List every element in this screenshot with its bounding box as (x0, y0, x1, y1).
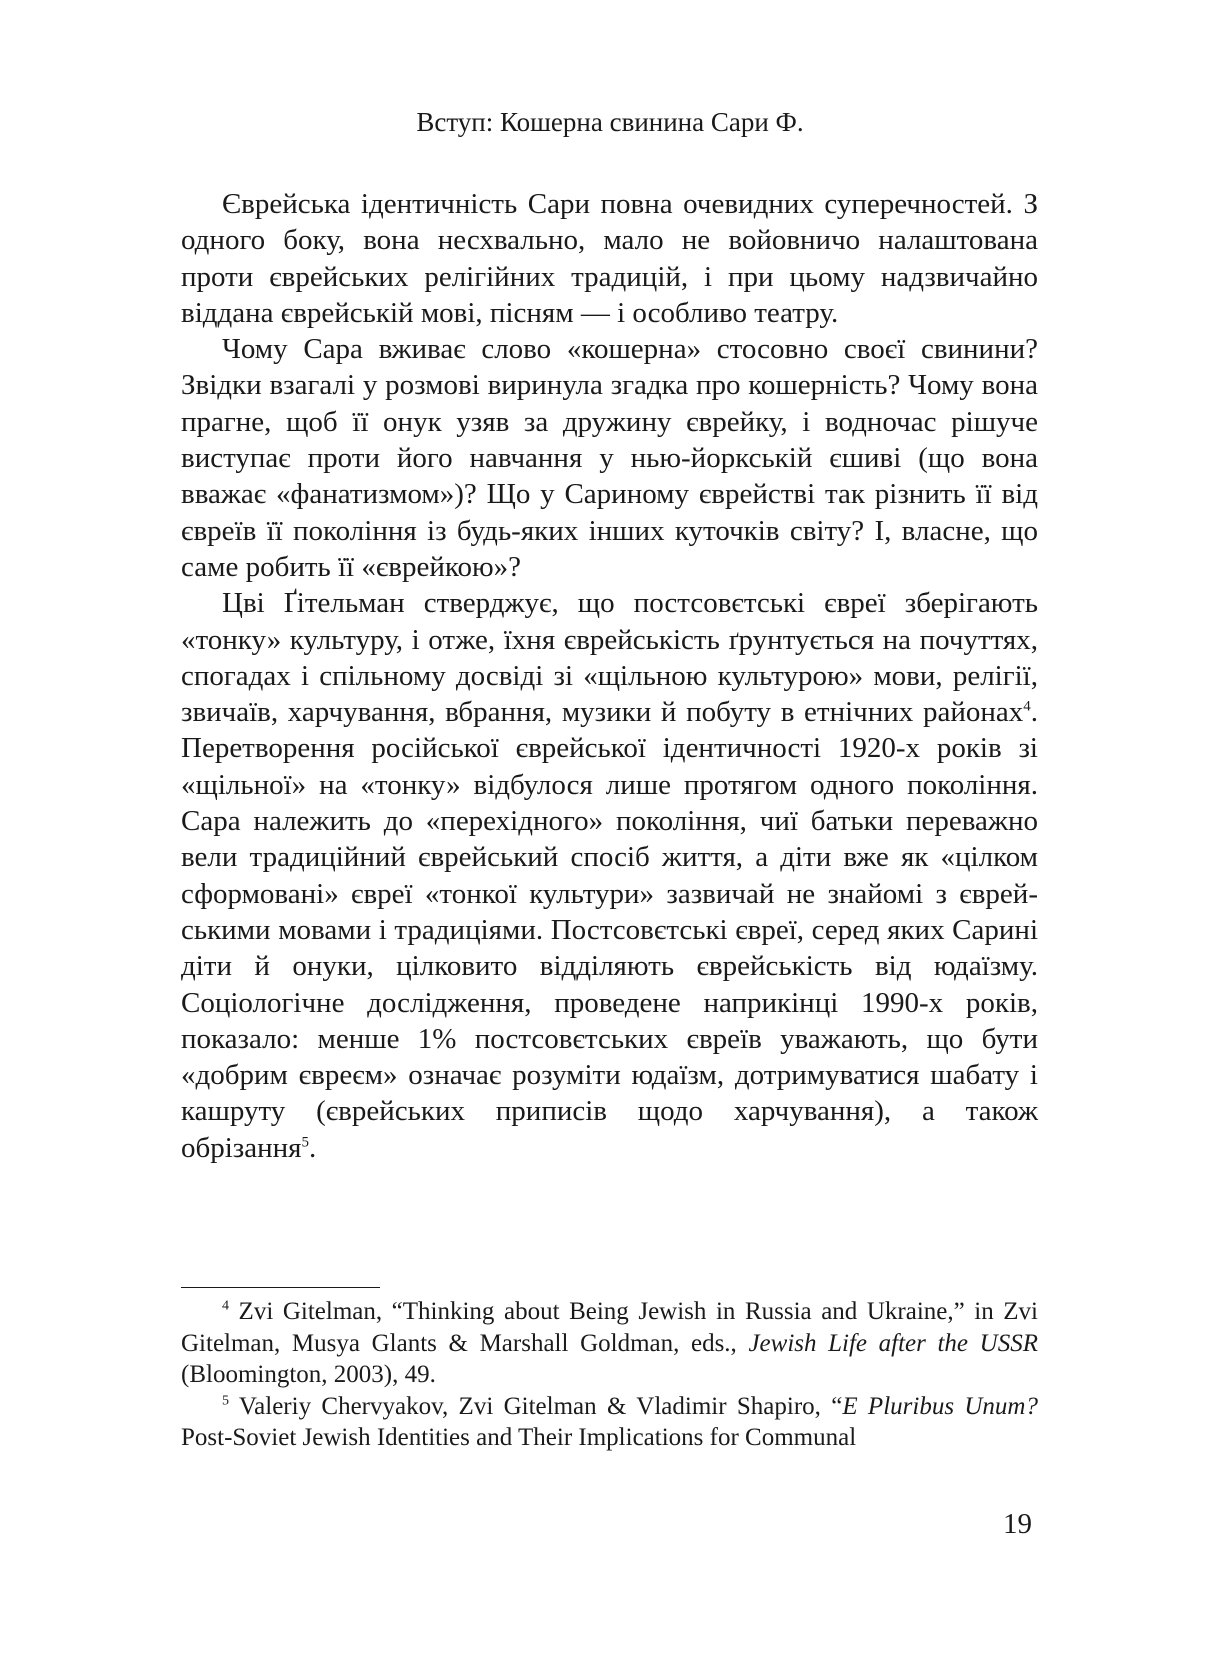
footnote-text: Post-Soviet Jewish Identities and Their Implications for Communal (181, 1424, 857, 1451)
paragraph-text: . (309, 1131, 317, 1164)
footnote-reference[interactable]: 5 (301, 1134, 310, 1151)
footnote-separator (181, 1287, 380, 1288)
footnote-text: Zvi Gitelman, “Thinking about Being Jewish in Russia and Ukraine,” in Zvi Gitelman, Musya Glants & Marshall Goldman, eds., (181, 1298, 1038, 1357)
main-text (181, 186, 1038, 1166)
paragraph (181, 585, 1038, 1166)
paragraph-text: Цві Ґітельман стверджує, що постсовєтські євреї зберігають «тонку» культуру, і отже, їхня єврейськість ґрунтується на почуттях, спогадах і спільному досвіді зі «щільною культурою» мови, релігії, звичаїв, харчування, вбрання, музики й побуту в етнічних районах (181, 587, 1038, 729)
footnote-number: 5 (222, 1393, 229, 1409)
footnote-text: (Bloomington, 2003), 49. (181, 1361, 436, 1388)
footnote-italic-title: Jewish Life after the USSR (748, 1329, 1038, 1357)
footnote (181, 1391, 1038, 1454)
footnote-italic-title: E Pluribus Unum? (842, 1392, 1038, 1420)
paragraph-text: . Перетворення російської єврейської ідентичності 1920-х років зі «щільної» на «тонку» відбулося лише протягом одного покоління. Сара належить до «перехідного» покоління, чиї батьки переважно вели традиційний єврейський спосіб життя, а діти вже як «цілком сформовані» євреї «тонкої культури» зазвичай не знайомі з єврейськими мовами і традиціями. Постсовєтські євреї, серед яких Сарині діти й онуки, цілковито відділяють єврейськість від юдаїзму. Соціологічне дослідження, проведене наприкінці 1990-х років, показало: менше 1% постсовєтських євреїв уважають, що бути «добрим євреєм» означає розуміти юдаїзм, дотримуватися шабату і кашруту (єврейських приписів щодо харчування), а також обрізання (181, 696, 1038, 1164)
page-number: 19 (1003, 1508, 1032, 1540)
footnotes (181, 1296, 1038, 1454)
footnote (181, 1296, 1038, 1391)
paragraph: Чому Сара вживає слово «кошерна» стосовно своєї свинини? Звідки взагалі у розмові виринула згадка про кошерність? Чому вона прагне, щоб її онук узяв за дружину єврейку, і водночас рішуче виступає проти його навчання у нью-йоркській єшиві (що вона вважає «фанатизмом»)? Що у Сариному єврействі так різнить її від євреїв її покоління із будь-яких інших куточків світу? І, власне, що саме робить її «єврейкою»? (181, 333, 1038, 583)
footnote-text: Valeriy Chervyakov, Zvi Gitelman & Vladimir Shapiro, “ (229, 1392, 843, 1420)
footnote-reference[interactable]: 4 (1023, 698, 1031, 715)
footnote-number: 4 (222, 1298, 229, 1314)
paragraph: Єврейська ідентичність Сари повна очевидних суперечностей. З одного боку, вона несхвально, мало не войовничо налаштована проти єврейських релігійних традицій, і при цьому надзвичайно віддана єврейській мові, пісням — і особливо театру. (181, 188, 1038, 329)
running-head: Вступ: Кошерна свинина Сари Ф. (416, 107, 804, 137)
